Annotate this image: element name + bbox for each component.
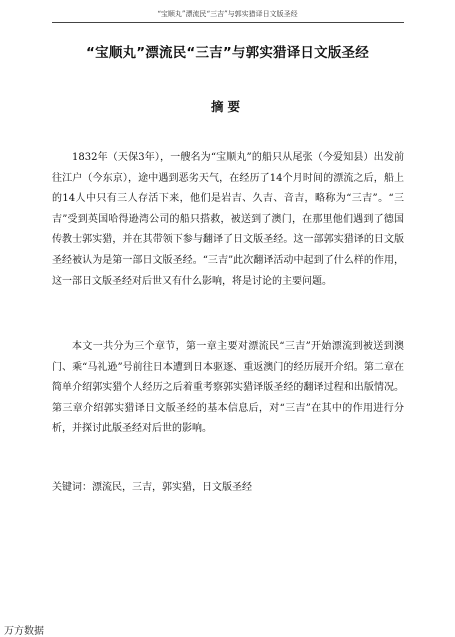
document-title: “宝顺丸”漂流民“三吉”与郭实猎译日文版圣经	[86, 45, 369, 61]
header-divider	[52, 22, 404, 23]
abstract-paragraph-1	[52, 148, 404, 292]
paragraph-text: 本文一共分为三个章节，第一章主要对漂流民“三吉”开始漂流到被送到澳门、乘“马礼逊”号前往日本遭到日本驱逐、重返澳门的经历展开介绍。第二章在简单介绍郭实猎个人经历之后着重考察郭实猎译版圣经的翻译过程和出版情况。第三章介绍郭实猎译日文版圣经的基本信息后，对“三吉”在其中的作用进行分析，并探讨此版圣经对后世的影响。	[52, 341, 404, 435]
abstract-heading: 摘要	[210, 99, 244, 114]
wanfang-watermark: 万方数据	[4, 626, 44, 637]
paragraph-text: 1832年（天保3年），一艘名为“宝顺丸”的船只从尾张（今爱知县）出发前往江户（今东京），途中遇到恶劣天气，在经历了14个月时间的漂流之后，船上的14人中只有三人存活下来，他们是岩吉、久吉、音吉，略称为“三吉”。“三吉”受到英国哈得逊湾公司的船只搭救，被送到了澳门，在那里他们遇到了德国传教士郭实猎，并在其带领下参与翻译了日文版圣经。这一部郭实猎译的日文版圣经被认为是第一部日文版圣经。“三吉”此次翻译活动中起到了什么样的作用，这一部日文版圣经对后世又有什么影响，将是讨论的主要问题。	[52, 152, 404, 287]
running-header: “宝顺丸”漂流民“三吉”与郭实猎译日文版圣经	[157, 10, 298, 18]
abstract-paragraph-2	[52, 337, 404, 440]
keywords-line: 关键词：漂流民，三吉，郭实猎，日文版圣经	[52, 482, 252, 493]
